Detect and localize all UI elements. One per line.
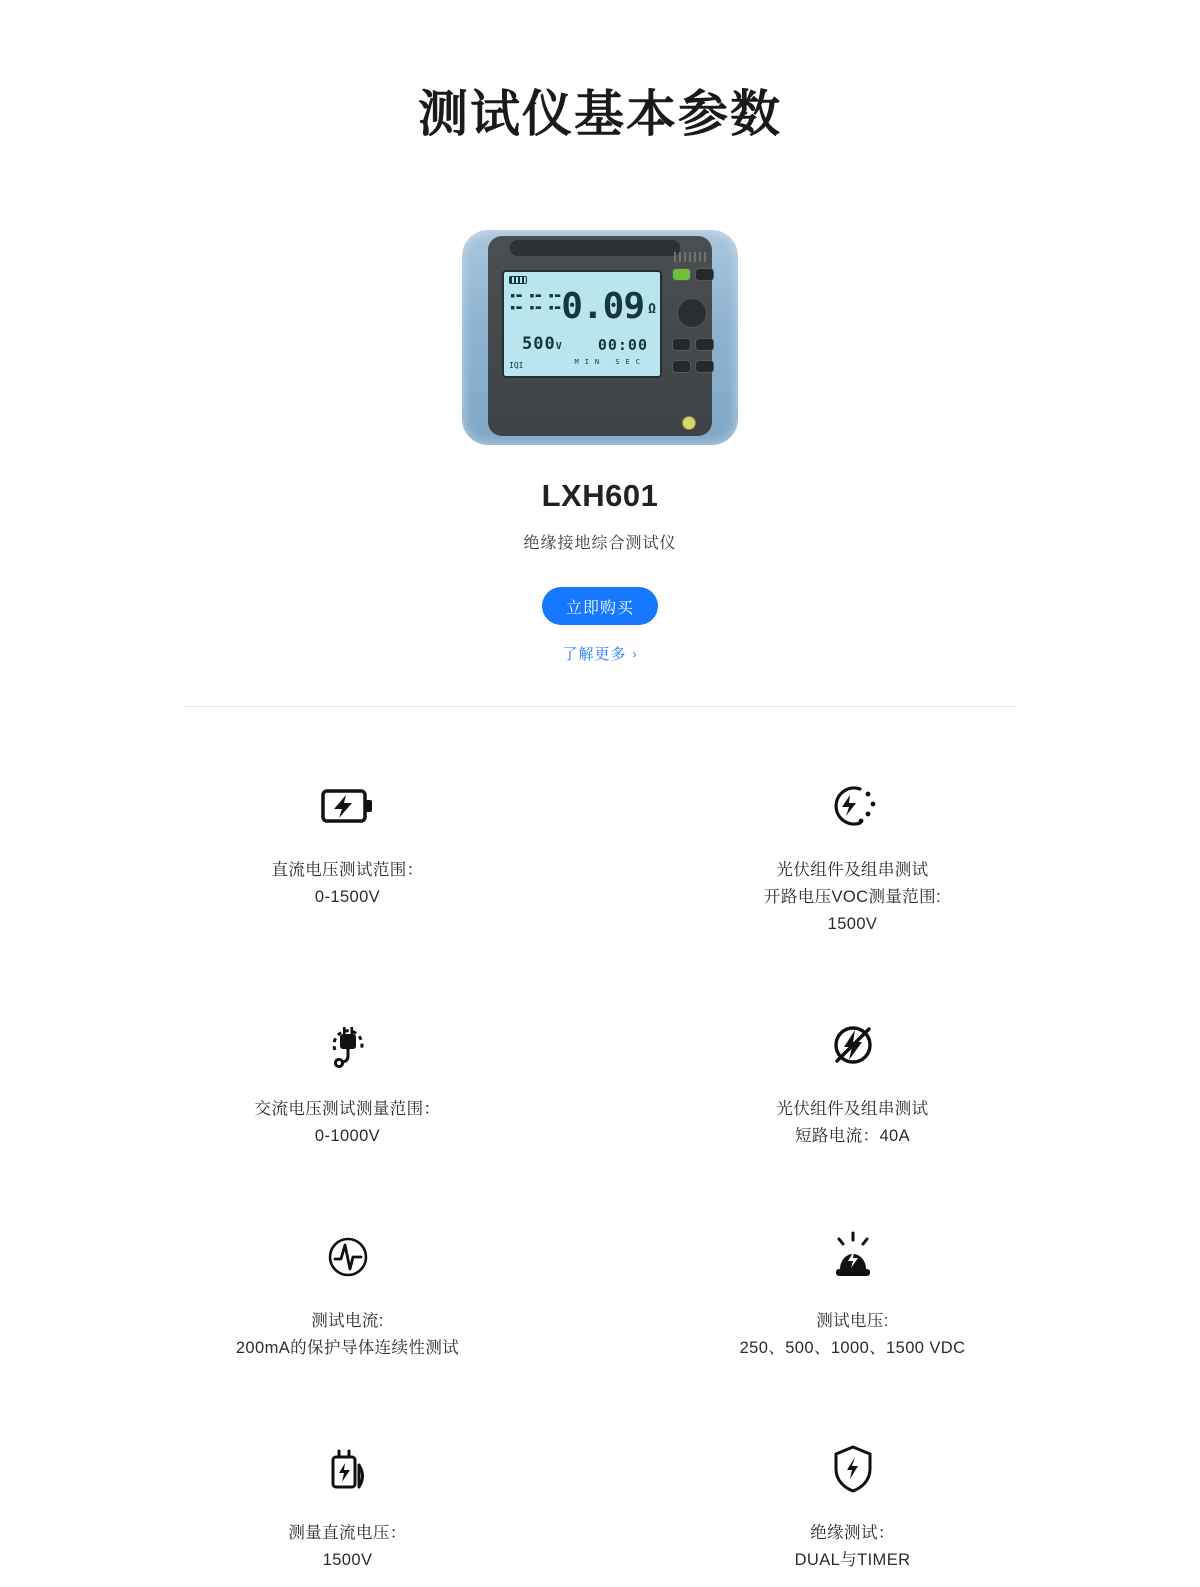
feature-text	[795, 1520, 911, 1574]
feature-text	[271, 857, 423, 911]
key-power	[695, 268, 714, 281]
feature-line: 1500V	[827, 915, 878, 933]
lcd-segment-bars	[510, 290, 561, 314]
section-divider	[184, 706, 1016, 707]
feature-line: 测试电压:	[816, 1312, 889, 1330]
feature-line: 交流电压测试测量范围：	[254, 1100, 441, 1118]
feature-line: 开路电压VOC测量范围:	[763, 888, 942, 906]
feature-text	[740, 1308, 966, 1362]
lcd-voltage-value: 500	[522, 334, 556, 354]
device-handle	[510, 240, 680, 256]
device-speaker-grille	[674, 252, 708, 262]
feature-line: 0-1000V	[314, 1127, 381, 1145]
feature-line: 0-1500V	[314, 888, 381, 906]
solar-flash-icon	[824, 777, 882, 835]
feature-item	[95, 1016, 600, 1150]
lcd-timer: 00:00	[597, 336, 648, 354]
key-save	[695, 338, 714, 351]
dc-meter-icon	[319, 1440, 377, 1498]
alarm-lamp-icon	[824, 1228, 882, 1286]
feature-line: 测试电流:	[311, 1312, 384, 1330]
feature-text	[764, 857, 941, 938]
learn-more-link[interactable]	[562, 643, 637, 664]
lcd-voltage	[522, 334, 563, 354]
device-keypad	[670, 268, 716, 408]
feature-text	[288, 1520, 406, 1574]
feature-item	[600, 777, 1105, 938]
flash-circle-icon	[824, 1016, 882, 1074]
feature-item	[600, 1440, 1105, 1574]
plug-meter-icon	[319, 1016, 377, 1074]
feature-item	[600, 1016, 1105, 1150]
lcd-timer-labels: MIN SEC	[574, 358, 646, 366]
feature-line: 短路电流：40A	[794, 1127, 911, 1145]
key-test	[672, 268, 691, 281]
lcd-bars-row1: ▪▬ ▪▬ ▪▬	[510, 291, 562, 301]
feature-grid	[95, 777, 1105, 1574]
buy-now-button[interactable]: 立即购买	[542, 587, 658, 625]
feature-item	[600, 1228, 1105, 1362]
product-image	[450, 222, 750, 452]
feature-item	[95, 777, 600, 938]
key-enter	[695, 360, 714, 373]
shield-bolt-icon	[824, 1440, 882, 1498]
product-hero	[0, 222, 1200, 664]
key-esc	[672, 360, 691, 373]
feature-line: 1500V	[322, 1551, 373, 1569]
product-model: LXH601	[541, 478, 659, 513]
lcd-corner-label: IQI	[509, 361, 524, 370]
lcd-bars-row2: ▪▬ ▪▬ ▪▬	[510, 303, 562, 313]
feature-text	[776, 1096, 928, 1150]
feature-line: 光伏组件及组串测试	[776, 1100, 929, 1118]
page-title: 测试仪基本参数	[418, 86, 782, 142]
chevron-right-icon: ›	[632, 646, 638, 661]
battery-icon	[509, 276, 527, 284]
waveform-circle-icon	[319, 1228, 377, 1286]
lcd-main-value: 0.09	[561, 286, 644, 327]
key-zoom	[672, 338, 691, 351]
lcd-unit: Ω	[648, 302, 656, 317]
feature-line: 200mA的保护导体连续性测试	[235, 1339, 460, 1357]
feature-item	[95, 1228, 600, 1362]
feature-text	[236, 1308, 459, 1362]
product-description: 绝缘接地综合测试仪	[523, 535, 677, 552]
key-navigation-pad	[677, 298, 707, 328]
learn-more-label: 了解更多	[562, 646, 627, 663]
feature-line: 直流电压测试范围：	[271, 861, 424, 879]
battery-bolt-icon	[319, 777, 377, 835]
feature-item	[95, 1440, 600, 1574]
feature-line: 250、500、1000、1500 VDC	[739, 1339, 966, 1357]
feature-text	[255, 1096, 441, 1150]
device-port	[682, 416, 696, 430]
feature-line: 光伏组件及组串测试	[776, 861, 929, 879]
feature-line: 测量直流电压：	[288, 1524, 407, 1542]
feature-line: DUAL与TIMER	[794, 1551, 911, 1569]
device-lcd-screen	[502, 270, 662, 378]
lcd-voltage-unit: V	[555, 341, 563, 352]
feature-line: 绝缘测试：	[810, 1524, 895, 1542]
